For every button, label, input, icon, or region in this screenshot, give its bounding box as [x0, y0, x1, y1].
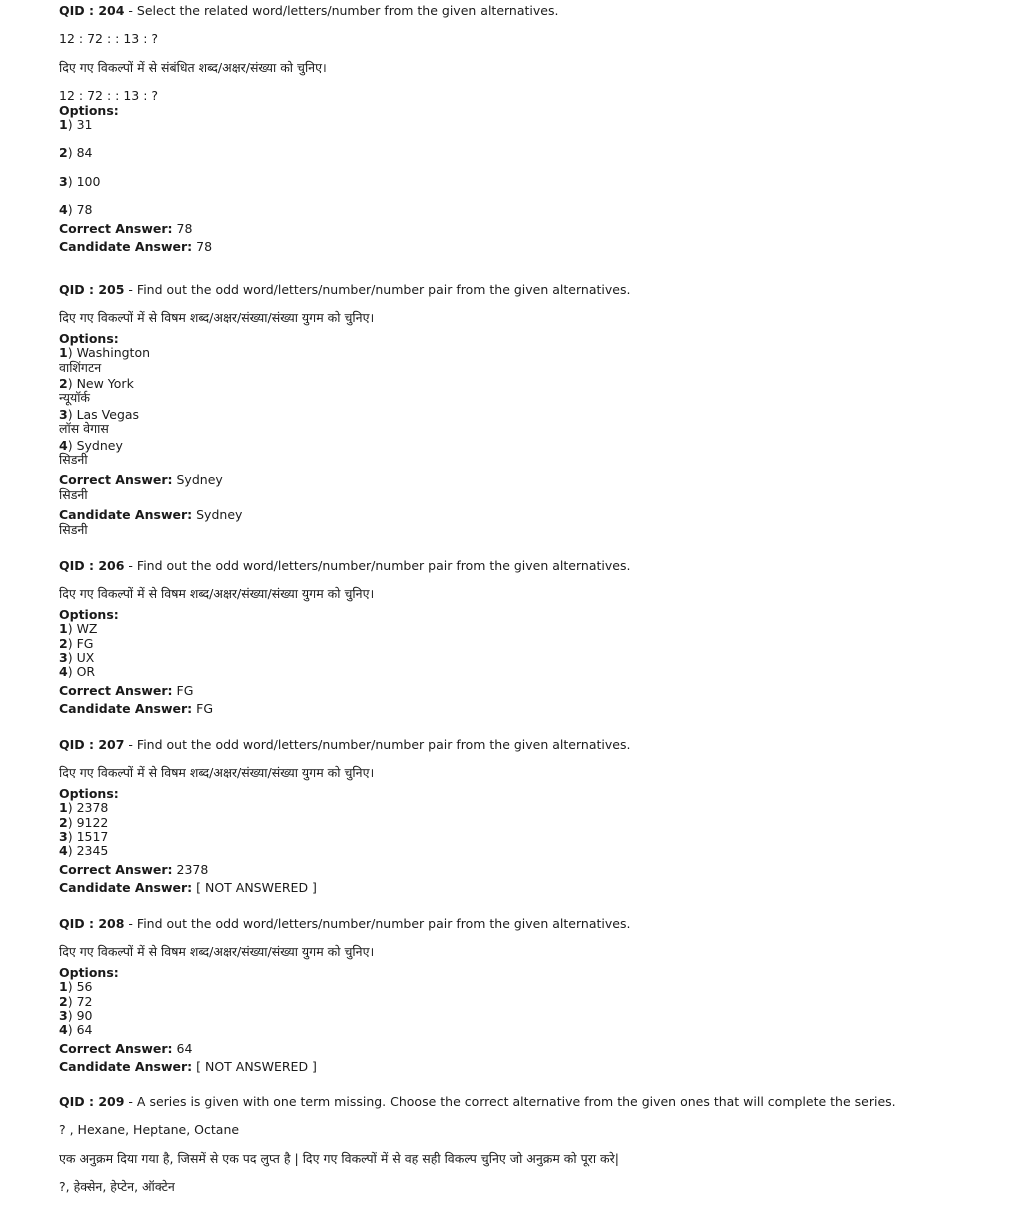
option-1: 1) WZ	[59, 621, 98, 637]
candidate-answer: Candidate Answer: [ NOT ANSWERED ]	[59, 1059, 317, 1075]
question-text: Find out the odd word/letters/number/number pair from the given alternatives.	[136, 558, 631, 573]
candidate-answer: Candidate Answer: FG	[59, 701, 214, 717]
correct-answer: Correct Answer: Sydney	[59, 472, 223, 488]
question-expression-hindi: 12 : 72 : : 13 : ?	[59, 88, 159, 104]
candidate-answer-hindi: सिडनी	[59, 521, 88, 537]
correct-answer: Correct Answer: FG	[59, 682, 194, 698]
question-208	[59, 917, 999, 1075]
option-4: 4) 64	[59, 1022, 93, 1038]
option-3: 3) UX	[59, 650, 95, 666]
option-1: 1) 56	[59, 979, 93, 995]
question-id: QID : 207	[59, 737, 125, 752]
option-2: 2) 72	[59, 993, 93, 1009]
option-3: 3) 100	[59, 173, 101, 189]
question-text-hindi: दिए गए विकल्पों में से विषम शब्द/अक्षर/संख्या/संख्या युगम को चुनिए।	[59, 310, 375, 326]
option-1: 1) 2378	[59, 800, 109, 816]
question-text: A series is given with one term missing. Choose the correct alternative from the given ones that will complete the series.	[136, 1094, 896, 1109]
option-4: 4) Sydney	[59, 437, 123, 453]
question-text: Find out the odd word/letters/number/number pair from the given alternatives.	[136, 916, 631, 931]
option-1: 1) Washington	[59, 345, 151, 361]
option-1: 1) 31	[59, 117, 93, 133]
options-label: Options:	[59, 964, 119, 980]
question-206	[59, 559, 999, 717]
question-header: QID : 209 - A series is given with one term missing. Choose the correct alternative from the given ones that will complete the series.	[59, 1094, 896, 1109]
option-3: 3) 1517	[59, 829, 109, 845]
correct-answer: Correct Answer: 78	[59, 220, 193, 236]
question-text: Find out the odd word/letters/number/number pair from the given alternatives.	[136, 282, 631, 297]
question-207	[59, 738, 999, 896]
question-series-hindi: ?, हेक्सेन, हेप्टेन, ऑक्टेन	[59, 1179, 175, 1195]
correct-answer: Correct Answer: 64	[59, 1040, 193, 1056]
question-204	[59, 4, 999, 254]
question-id: QID : 209	[59, 1094, 125, 1109]
option-2: 2) 84	[59, 145, 93, 161]
correct-answer-hindi: सिडनी	[59, 486, 88, 502]
option-4: 4) OR	[59, 664, 96, 680]
option-4: 4) 78	[59, 202, 93, 218]
option-3: 3) 90	[59, 1008, 93, 1024]
option-3-hindi: लॉस वेगास	[59, 421, 109, 437]
correct-answer: Correct Answer: 2378	[59, 861, 209, 877]
question-header: QID : 207 - Find out the odd word/letters/number/number pair from the given alternatives.	[59, 737, 631, 752]
option-1-hindi: वाशिंगटन	[59, 359, 102, 375]
question-text: Find out the odd word/letters/number/number pair from the given alternatives.	[136, 737, 631, 752]
option-2: 2) New York	[59, 376, 134, 392]
candidate-answer: Candidate Answer: Sydney	[59, 507, 243, 523]
options-label: Options:	[59, 102, 119, 118]
option-2: 2) 9122	[59, 814, 109, 830]
question-text-hindi: दिए गए विकल्पों में से विषम शब्द/अक्षर/संख्या/संख्या युगम को चुनिए।	[59, 944, 375, 960]
question-id: QID : 206	[59, 558, 125, 573]
question-text-hindi: एक अनुक्रम दिया गया है, जिसमें से एक पद लुप्त है | दिए गए विकल्पों में से वह सही विकल्प चुनिए जो अनुक्रम को पूरा करे|	[59, 1150, 619, 1166]
question-205	[59, 283, 999, 537]
question-series: ? , Hexane, Heptane, Octane	[59, 1122, 240, 1138]
question-header: QID : 205 - Find out the odd word/letters/number/number pair from the given alternatives.	[59, 282, 631, 297]
question-text: Select the related word/letters/number from the given alternatives.	[136, 3, 559, 18]
question-expression: 12 : 72 : : 13 : ?	[59, 31, 159, 47]
question-id: QID : 204	[59, 3, 125, 18]
question-text-hindi: दिए गए विकल्पों में से संबंधित शब्द/अक्षर/संख्या को चुनिए।	[59, 59, 327, 75]
question-id: QID : 208	[59, 916, 125, 931]
option-4-hindi: सिडनी	[59, 452, 88, 468]
question-id: QID : 205	[59, 282, 125, 297]
option-3: 3) Las Vegas	[59, 406, 140, 422]
option-2: 2) FG	[59, 635, 94, 651]
question-header: QID : 204 - Select the related word/letters/number from the given alternatives.	[59, 3, 559, 18]
question-text-hindi: दिए गए विकल्पों में से विषम शब्द/अक्षर/संख्या/संख्या युगम को चुनिए।	[59, 765, 375, 781]
candidate-answer: Candidate Answer: [ NOT ANSWERED ]	[59, 880, 317, 896]
option-2-hindi: न्यूयॉर्क	[59, 390, 91, 406]
question-text-hindi: दिए गए विकल्पों में से विषम शब्द/अक्षर/संख्या/संख्या युगम को चुनिए।	[59, 586, 375, 602]
options-label: Options:	[59, 606, 119, 622]
candidate-answer: Candidate Answer: 78	[59, 239, 213, 255]
question-header: QID : 206 - Find out the odd word/letters/number/number pair from the given alternatives.	[59, 558, 631, 573]
option-4: 4) 2345	[59, 843, 109, 859]
question-header: QID : 208 - Find out the odd word/letters/number/number pair from the given alternatives.	[59, 916, 631, 931]
options-label: Options:	[59, 330, 119, 346]
question-209	[59, 1095, 999, 1195]
options-label: Options:	[59, 785, 119, 801]
